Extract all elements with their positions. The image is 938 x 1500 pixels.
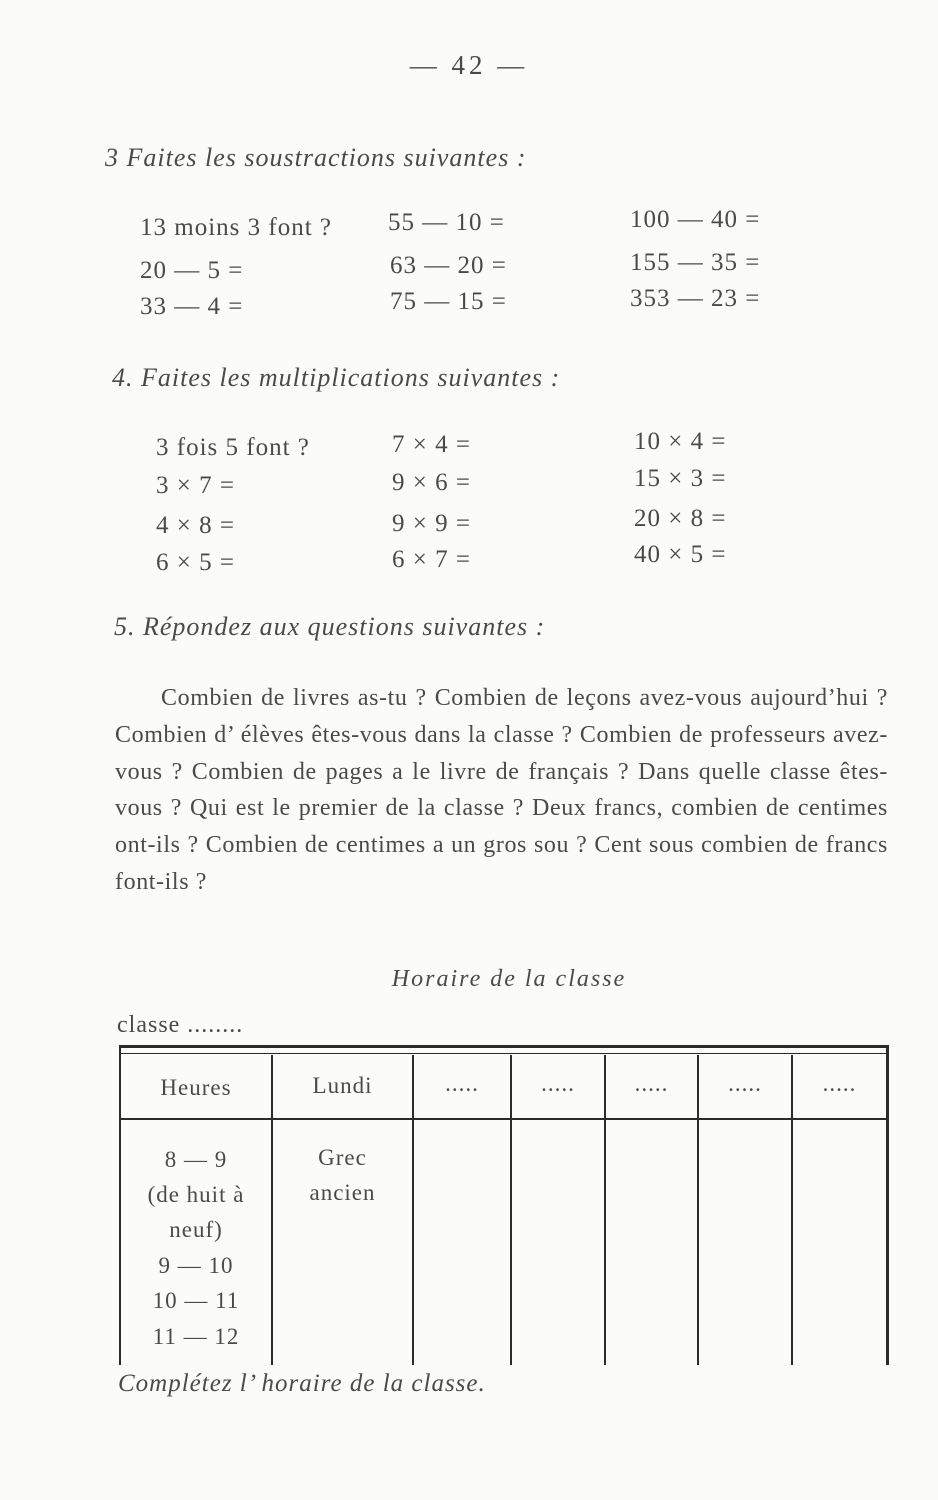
table-top-border bbox=[119, 1045, 889, 1048]
section5-heading: 5. Répondez aux questions suivantes : bbox=[114, 612, 546, 641]
table-header-divider bbox=[119, 1118, 889, 1120]
header-blank-day: ..... bbox=[445, 1071, 479, 1096]
page-number: — 42 — bbox=[409, 50, 529, 80]
multiplication-item: 6 × 7 = bbox=[392, 546, 471, 573]
monday-subject: ancien bbox=[309, 1180, 376, 1205]
multiplication-item: 7 × 4 = bbox=[392, 431, 471, 458]
multiplication-item: 15 × 3 = bbox=[634, 465, 727, 492]
subtraction-item: 55 — 10 = bbox=[388, 209, 505, 236]
questions-paragraph: Combien de livres as-tu ? Combien de leçons avez-vous aujourd’hui ? Combien d’ élèves êtes-vous dans la classe ? Combien de professeurs avez-vous ? Combien de pages a le livre de français ? Dans quelle classe êtes-vous ? Qui est le premier de la classe ? Deux francs, combien de centimes ont-ils ? Combien de centimes a un gros sou ? Cent sous combien de francs font-ils ? bbox=[115, 685, 888, 895]
header-blank-day: ..... bbox=[541, 1071, 575, 1096]
table-column-divider bbox=[271, 1055, 273, 1365]
hour-slot: neuf) bbox=[169, 1217, 223, 1242]
hour-slot: 9 — 10 bbox=[158, 1253, 234, 1278]
multiplication-item: 9 × 9 = bbox=[392, 510, 471, 537]
multiplication-item: 20 × 8 = bbox=[634, 505, 727, 532]
table-column-divider bbox=[604, 1055, 606, 1365]
table-column-divider bbox=[697, 1055, 699, 1365]
subtraction-item: 33 — 4 = bbox=[140, 293, 244, 320]
header-heures: Heures bbox=[160, 1075, 232, 1100]
multiplication-item: 3 fois 5 font ? bbox=[156, 434, 310, 461]
multiplication-item: 6 × 5 = bbox=[156, 549, 235, 576]
subtraction-item: 13 moins 3 font ? bbox=[140, 214, 332, 241]
hour-slot: 11 — 12 bbox=[152, 1324, 240, 1349]
table-column-divider bbox=[510, 1055, 512, 1365]
section3-heading: 3 Faites les soustractions suivantes : bbox=[105, 143, 527, 172]
header-blank-day: ..... bbox=[822, 1071, 857, 1096]
multiplication-item: 4 × 8 = bbox=[156, 512, 235, 539]
header-lundi: Lundi bbox=[312, 1073, 373, 1098]
multiplication-item: 40 × 5 = bbox=[634, 541, 727, 568]
footer-instruction: Complétez l’ horaire de la classe. bbox=[118, 1370, 486, 1397]
subtraction-item: 155 — 35 = bbox=[630, 249, 761, 276]
header-blank-day: ..... bbox=[634, 1071, 669, 1096]
schedule-title: Horaire de la classe bbox=[391, 966, 627, 992]
schedule-table bbox=[119, 1045, 889, 1365]
multiplication-item: 10 × 4 = bbox=[634, 428, 727, 455]
subtraction-item: 100 — 40 = bbox=[630, 206, 761, 233]
table-top-border bbox=[119, 1053, 889, 1054]
multiplication-item: 3 × 7 = bbox=[156, 472, 235, 499]
subtraction-item: 20 — 5 = bbox=[140, 257, 244, 284]
table-column-divider bbox=[886, 1045, 889, 1365]
hour-slot: 10 — 11 bbox=[152, 1288, 240, 1313]
subtraction-item: 353 — 23 = bbox=[630, 285, 761, 312]
multiplication-item: 9 × 6 = bbox=[392, 469, 471, 496]
monday-subject: Grec bbox=[318, 1145, 367, 1170]
hour-slot: (de huit à bbox=[147, 1182, 245, 1207]
classe-label: classe ........ bbox=[117, 1012, 244, 1038]
table-column-divider bbox=[412, 1055, 414, 1365]
hour-slot: 8 — 9 bbox=[164, 1147, 228, 1172]
subtraction-item: 75 — 15 = bbox=[390, 288, 507, 315]
table-column-divider bbox=[791, 1055, 793, 1365]
section4-heading: 4. Faites les multiplications suivantes : bbox=[112, 363, 561, 392]
header-blank-day: ..... bbox=[728, 1071, 762, 1096]
subtraction-item: 63 — 20 = bbox=[390, 252, 507, 279]
